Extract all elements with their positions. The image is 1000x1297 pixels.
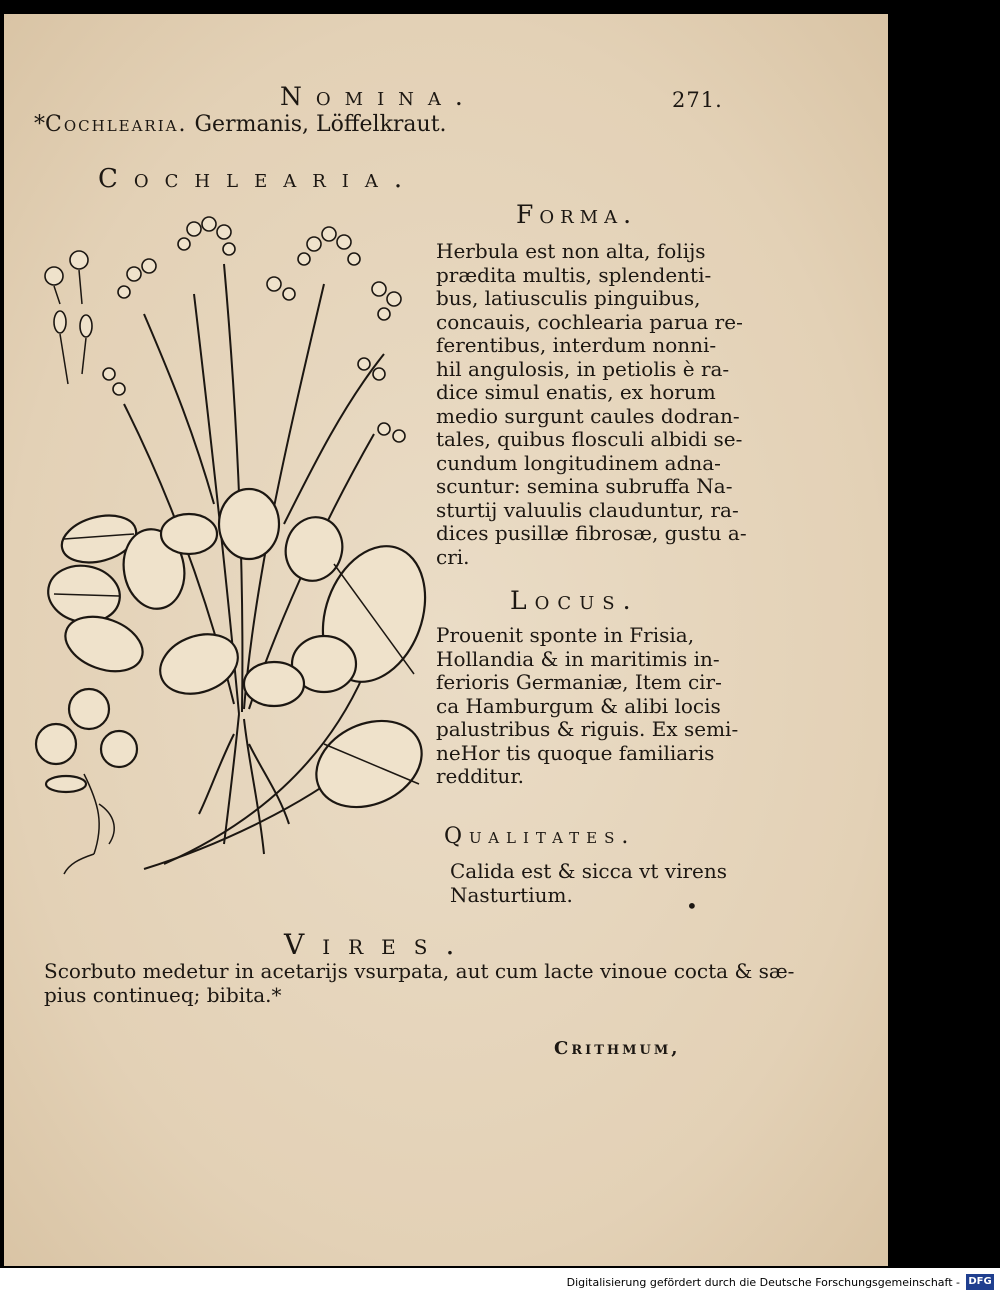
funding-credit: Digitalisierung gefördert durch die Deutsche Forschungsgemeinschaft - [566,1276,960,1289]
asterisk-marker: * [34,112,45,137]
digitization-footer [0,1268,1000,1297]
heading-locus: Locus. [510,586,639,615]
text-line: concauis, cochlearia parua re- [436,309,743,334]
text-line: Herbula est non alta, folijs [436,239,706,263]
text-line: hil angulosis, in petiolis è ra- [436,356,730,381]
heading-qualitates: Qualitates. [444,824,636,849]
text-line: bus, latiusculis pinguibus, [436,286,701,310]
book-page [4,14,888,1266]
text-line: Prouenit sponte in Frisia, [436,623,695,647]
text-line: pius continueq; bibita.* [44,982,282,1007]
stray-mark: • [686,894,698,918]
text-line: ferioris Germaniæ, Item cir- [436,670,722,694]
page-number: 271. [672,88,723,112]
text-line: dices pusillæ fibrosæ, gustu a- [436,521,747,545]
text-line: redditur. [436,764,525,788]
text-line: palustribus & riguis. Ex semi- [436,717,739,741]
text-line: ferentibus, interdum nonni- [436,333,717,357]
cochlearia-woodcut-illustration [24,204,434,894]
catchword: Crithmum, [554,1038,681,1059]
paragraph-vires [44,960,794,1007]
plant-title: Cochlearia. [98,164,419,194]
text-line: scuntur: semina subruffa Na- [436,474,733,498]
heading-vires: Vires. [284,928,473,961]
text-line: Scorbuto medetur in acetarijs vsurpata, aut cum lacte vinoue cocta & sæ- [44,959,795,983]
text-line: medio surgunt caules dodran- [436,403,740,428]
names-line [34,112,447,137]
text-line: tales, quibus flosculi albidi se- [436,427,743,451]
text-line: Calida est & sicca vt virens [450,859,728,883]
german-name: Löffelkraut. [316,112,447,137]
text-line: Nasturtium. [450,882,573,907]
text-line: prædita multis, splendenti- [436,262,712,287]
text-line: cundum longitudinem adna- [436,450,721,475]
dfg-logo: DFG [966,1274,994,1290]
latin-name: Cochlearia. [45,112,188,137]
names-connector: Germanis, [187,112,317,137]
paragraph-locus [436,624,738,789]
text-line: Hollandia & in maritimis in- [436,646,720,671]
heading-forma: Forma. [516,200,638,229]
text-line: dice simul enatis, ex horum [436,380,716,404]
text-line: cri. [436,544,470,569]
running-head: Nomina. [280,82,477,111]
text-line: neHor tis quoque familiaris [436,740,715,765]
text-line: sturtij valuulis clauduntur, ra- [436,497,739,522]
text-line: ca Hamburgum & alibi locis [436,693,721,718]
paragraph-forma [436,240,747,569]
